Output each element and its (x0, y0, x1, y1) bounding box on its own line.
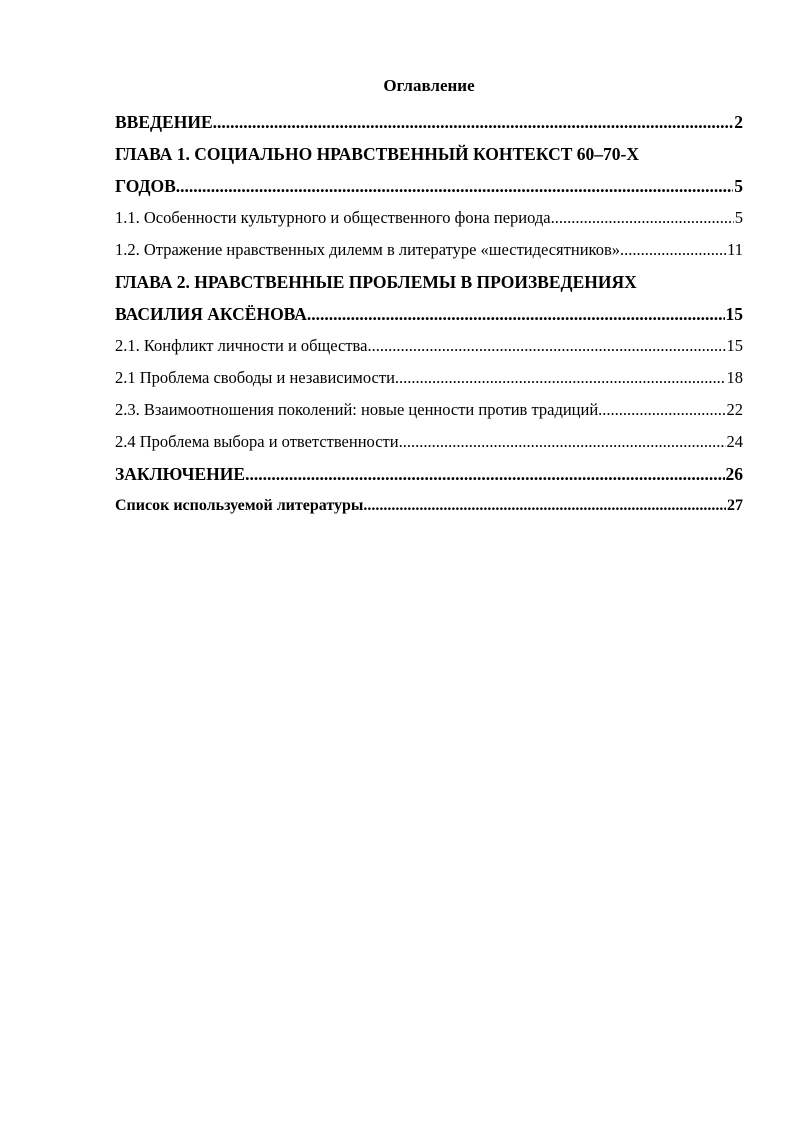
toc-leader-dots (363, 490, 726, 522)
toc-leader-dots (213, 106, 734, 138)
toc-page-number: 11 (727, 240, 743, 259)
toc-entry-section-2-1[interactable] (115, 330, 743, 362)
toc-page-number: 26 (725, 464, 743, 484)
toc-title: Оглавление (383, 76, 475, 95)
toc-entry-section-1-2[interactable] (115, 234, 743, 266)
toc-page-number: 27 (727, 497, 743, 514)
toc-page-number: 5 (734, 176, 743, 196)
toc-entry-text: ГОДОВ (115, 176, 176, 196)
toc-leader-dots (551, 202, 734, 234)
toc-entry-text: ЗАКЛЮЧЕНИЕ (115, 464, 246, 484)
toc-entry-bibliography[interactable] (115, 490, 743, 522)
toc-entry-text-line1: ГЛАВА 1. СОЦИАЛЬНО НРАВСТВЕННЫЙ КОНТЕКСТ 60–70-Х (115, 144, 639, 164)
toc-entry-section-2-4[interactable] (115, 426, 743, 458)
toc-entry-section-2-2[interactable] (115, 362, 743, 394)
toc-leader-dots (307, 298, 725, 330)
toc-page-number: 24 (726, 432, 743, 451)
toc-entry-introduction[interactable] (115, 106, 743, 138)
toc-page-number: 15 (726, 336, 743, 355)
toc-leader-dots (245, 458, 724, 490)
toc-page-number: 2 (734, 112, 743, 132)
toc-leader-dots (395, 362, 726, 394)
table-of-contents (115, 74, 743, 522)
toc-leader-dots (598, 394, 725, 426)
toc-entry-section-2-3[interactable] (115, 394, 743, 426)
toc-leader-dots (620, 234, 726, 266)
toc-page-number: 22 (726, 400, 743, 419)
toc-leader-dots (176, 170, 733, 202)
toc-entry-text: 2.4 Проблема выбора и ответственности (115, 432, 399, 451)
toc-entry-text: 2.3. Взаимоотношения поколений: новые ценности против традиций (115, 400, 599, 419)
toc-leader-dots (367, 330, 725, 362)
toc-leader-dots (399, 426, 726, 458)
toc-entry-text: 1.1. Особенности культурного и общественного фона периода (115, 208, 551, 227)
toc-entry-conclusion[interactable] (115, 458, 743, 490)
toc-entry-text: 2.1. Конфликт личности и общества (115, 336, 368, 355)
toc-page-number: 18 (726, 368, 743, 387)
toc-page-number: 15 (725, 304, 743, 324)
toc-entry-text-line1: ГЛАВА 2. НРАВСТВЕННЫЕ ПРОБЛЕМЫ В ПРОИЗВЕДЕНИЯХ (115, 272, 637, 292)
toc-page-number: 5 (734, 208, 743, 227)
toc-entry-section-1-1[interactable] (115, 202, 743, 234)
toc-entry-chapter-1[interactable] (115, 138, 743, 202)
toc-entry-text: ВАСИЛИЯ АКСЁНОВА (115, 304, 307, 324)
toc-entry-chapter-2[interactable] (115, 266, 743, 330)
toc-entry-text: Список используемой литературы (115, 497, 364, 514)
toc-entry-text: ВВЕДЕНИЕ (115, 112, 213, 132)
toc-entry-text: 1.2. Отражение нравственных дилемм в литературе «шестидесятников» (115, 240, 620, 259)
toc-entry-text: 2.1 Проблема свободы и независимости (115, 368, 395, 387)
